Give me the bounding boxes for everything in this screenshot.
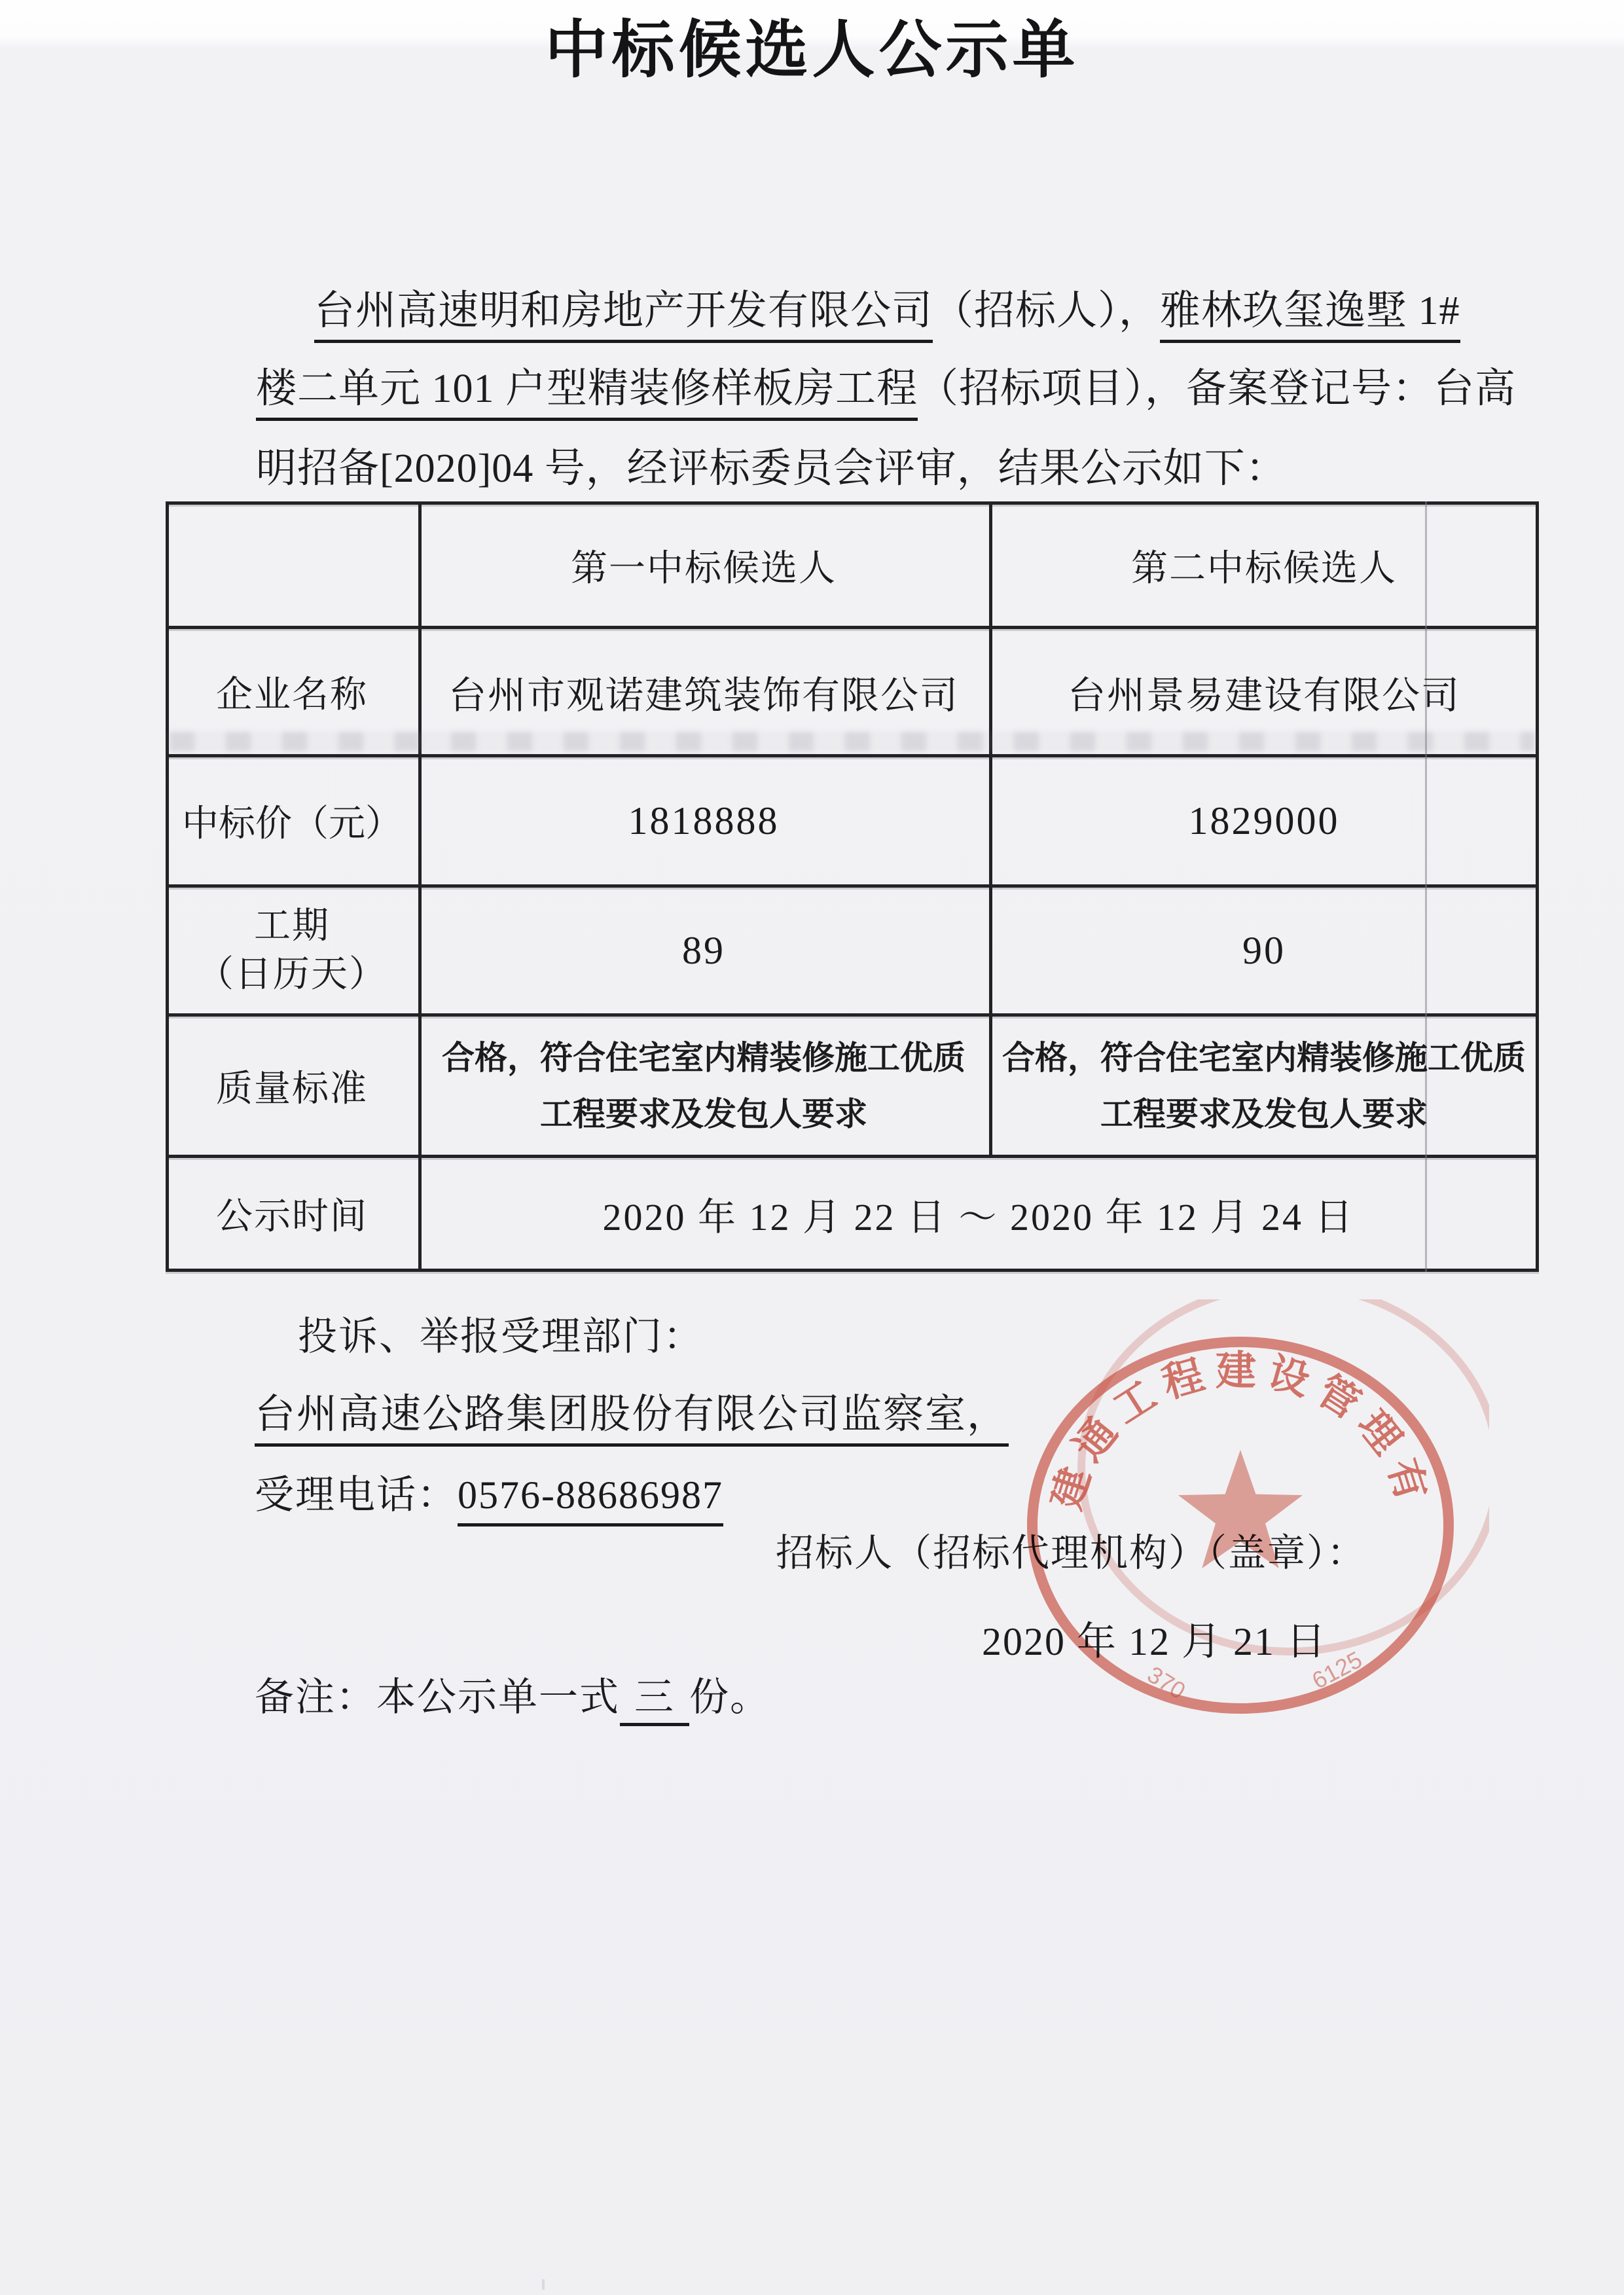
complaint-section-title: 投诉、举报受理部门： xyxy=(298,1315,704,1358)
signature-date: 2020 年 12 月 21 日 xyxy=(982,1620,1327,1663)
seal-serial-left: 370 xyxy=(1142,1661,1191,1705)
hotline-number: 0576-88686987 xyxy=(458,1473,723,1527)
row-label-company: 企业名称 xyxy=(216,674,368,715)
page-title: 中标候选人公示单 xyxy=(545,15,1079,85)
record-number-part1: （招标项目），备案登记号：台高 xyxy=(918,367,1517,411)
seal-serial-right: 6125 xyxy=(1307,1646,1367,1695)
seal-arc-text: 建通工程建设管理有 xyxy=(1043,1348,1437,1515)
price-first: 1818888 xyxy=(628,799,780,842)
row-label-price: 中标价（元） xyxy=(182,804,402,844)
project-name-part2: 楼二单元 101 户型精装修样板房工程 xyxy=(256,367,918,421)
intro-line-1 xyxy=(314,286,1460,336)
record-number-part2: 明招备[2020]04 号，经评标委员会评审，结果公示如下： xyxy=(256,446,1287,491)
publicity-period: 2020 年 12 月 22 日 ～ 2020 年 12 月 24 日 xyxy=(602,1195,1355,1238)
duration-label-line2: （日历天） xyxy=(197,954,387,995)
bidder-name: 台州高速明和房地产开发有限公司 xyxy=(314,289,933,343)
complaint-department-text: 台州高速公路集团股份有限公司监察室， xyxy=(255,1392,1009,1447)
header-second-candidate: 第二中标候选人 xyxy=(1131,548,1397,589)
quality-first: 合格，符合住宅室内精装修施工优质工程要求及发包人要求 xyxy=(442,1039,965,1132)
bidder-role: （招标人）， xyxy=(933,289,1161,333)
scan-artifact-mark xyxy=(542,2279,545,2290)
table-border xyxy=(166,501,169,1272)
hotline-line xyxy=(255,1464,723,1520)
header-first-candidate: 第一中标候选人 xyxy=(571,548,837,589)
hotline-label: 受理电话： xyxy=(255,1473,458,1517)
duration-label-line1: 工期 xyxy=(254,906,330,947)
project-name-part1: 雅林玖玺逸墅 1# xyxy=(1160,289,1460,343)
complaint-department xyxy=(255,1381,1009,1439)
table-border xyxy=(166,1269,1539,1272)
intro-line-3 xyxy=(256,444,1287,494)
company-seal-stamp xyxy=(992,1299,1489,1758)
signature-label: 招标人（招标代理机构）（盖章）： xyxy=(776,1532,1367,1574)
note-prefix: 备注：本公示单一式 xyxy=(255,1676,620,1719)
seal-star-icon xyxy=(1178,1450,1303,1568)
row-label-publicity: 公示时间 xyxy=(216,1196,368,1237)
duration-second: 90 xyxy=(1242,928,1286,972)
note-suffix: 份。 xyxy=(689,1676,770,1719)
note-line xyxy=(255,1666,770,1722)
company-second: 台州景易建设有限公司 xyxy=(1067,674,1460,717)
quality-second: 合格，符合住宅室内精装修施工优质工程要求及发包人要求 xyxy=(1002,1039,1526,1132)
price-second: 1829000 xyxy=(1188,799,1340,842)
row-label-duration xyxy=(166,888,418,1013)
intro-line-2 xyxy=(256,364,1516,414)
row-label-quality: 质量标准 xyxy=(216,1068,368,1110)
company-first: 台州市观诺建筑装饰有限公司 xyxy=(448,674,959,717)
duration-first: 89 xyxy=(682,928,725,972)
result-table xyxy=(166,501,1539,1272)
note-count: 三 xyxy=(620,1676,689,1726)
